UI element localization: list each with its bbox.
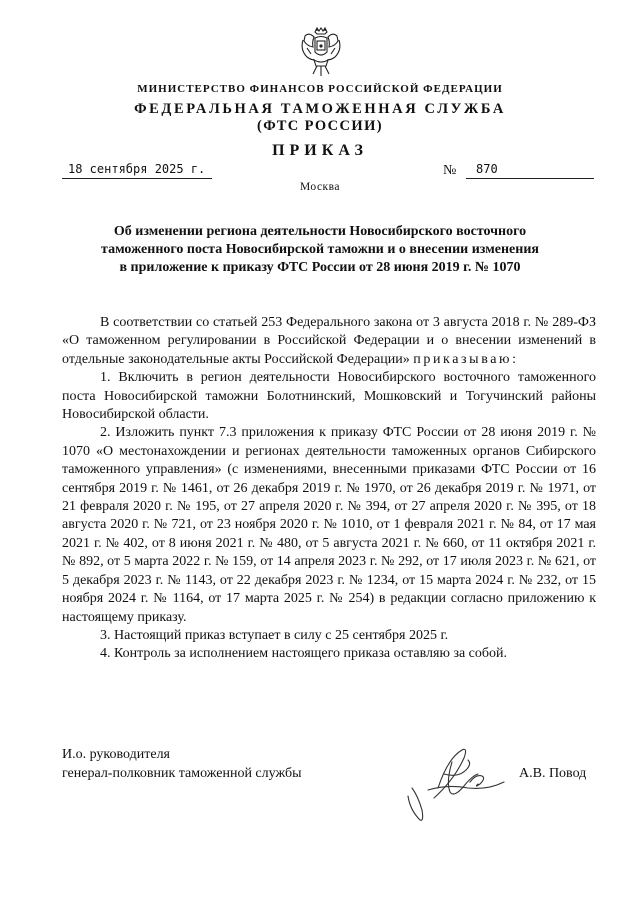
item-4: 4. Контроль за исполнением настоящего приказа оставляю за собой. xyxy=(100,646,508,662)
order-date: 18 сентября 2025 г. xyxy=(68,162,206,176)
order-word: приказываю: xyxy=(413,351,519,367)
item-1: 1. Включить в регион деятельности Новосибирского восточного таможенного поста Новосибирской таможни Болотнинский, Мошковский и Тогучинский районы Новосибирской области. xyxy=(62,370,596,423)
service-name: ФЕДЕРАЛЬНАЯ ТАМОЖЕННАЯ СЛУЖБА xyxy=(134,101,506,117)
document-title xyxy=(80,223,560,277)
number-field xyxy=(466,162,594,179)
item-3: 3. Настоящий приказ вступает в силу с 25 сентября 2025 г. xyxy=(100,627,449,643)
document-body xyxy=(62,314,596,664)
preamble-paragraph xyxy=(62,314,596,369)
document-type: ПРИКАЗ xyxy=(272,142,368,159)
service-abbreviation: (ФТС РОССИИ) xyxy=(256,118,384,134)
item-2: 2. Изложить пункт 7.3 приложения к приказу ФТС России от 28 июня 2019 г. № 1070 «О местонахождении и регионах деятельности таможенных органов Сибирского таможенного управления» (с изменениями, внесенными приказами ФТС России от 16 сентября 2019 г. № 1461, от 26 декабря 2019 г. № 1970, от 26 декабря 2019 г. № 1971, от 21 февраля 2020 г. № 195, от 27 апреля 2020 г. № 394, от 27 апреля 2020 г. № 395, от 18 августа 2020 г. № 721, от 23 ноября 2020 г. № 1010, от 1 февраля 2021 г. № 84, от 17 мая 2021 г. № 402, от 8 июня 2021 г. № 480, от 5 августа 2021 г. № 660, от 11 октября 2021 г. № 892, от 5 марта 2022 г. № 159, от 14 апреля 2023 г. № 292, от 17 июля 2023 г. № 621, от 5 декабря 2023 г. № 1143, от 22 декабря 2023 г. № 1234, от 15 марта 2024 г. № 232, от 15 ноября 2024 г. № 1164, от 17 марта 2025 г. № 254) в редакции согласно приложению к настоящему приказу. xyxy=(62,425,596,625)
coat-of-arms-emblem xyxy=(298,26,344,78)
title-line-1: Об изменении региона деятельности Новосибирского восточного xyxy=(113,224,527,239)
ministry-name: МИНИСТЕРСТВО ФИНАНСОВ РОССИЙСКОЙ ФЕДЕРАЦИИ xyxy=(137,83,503,95)
date-field xyxy=(62,162,212,179)
title-line-2: таможенного поста Новосибирской таможни и о внесении изменения xyxy=(101,242,539,257)
preamble-text: В соответствии со статьей 253 Федерального закона от 3 августа 2018 г. № 289-ФЗ «О таможенном регулировании в Российской Федерации и о внесении изменений в отдельные законодательные акты Российской Федерации» xyxy=(62,315,596,367)
signatory-position-line-1: И.о. руководителя xyxy=(62,747,171,762)
number-sign: № xyxy=(443,163,457,178)
handwritten-signature xyxy=(398,744,510,826)
title-line-3: в приложение к приказу ФТС России от 28 июня 2019 г. № 1070 xyxy=(119,260,521,275)
signatory-name: А.В. Повод xyxy=(519,766,587,781)
order-number: 870 xyxy=(476,162,498,176)
city: Москва xyxy=(299,181,341,193)
signatory-position-line-2: генерал-полковник таможенной службы xyxy=(62,766,302,781)
